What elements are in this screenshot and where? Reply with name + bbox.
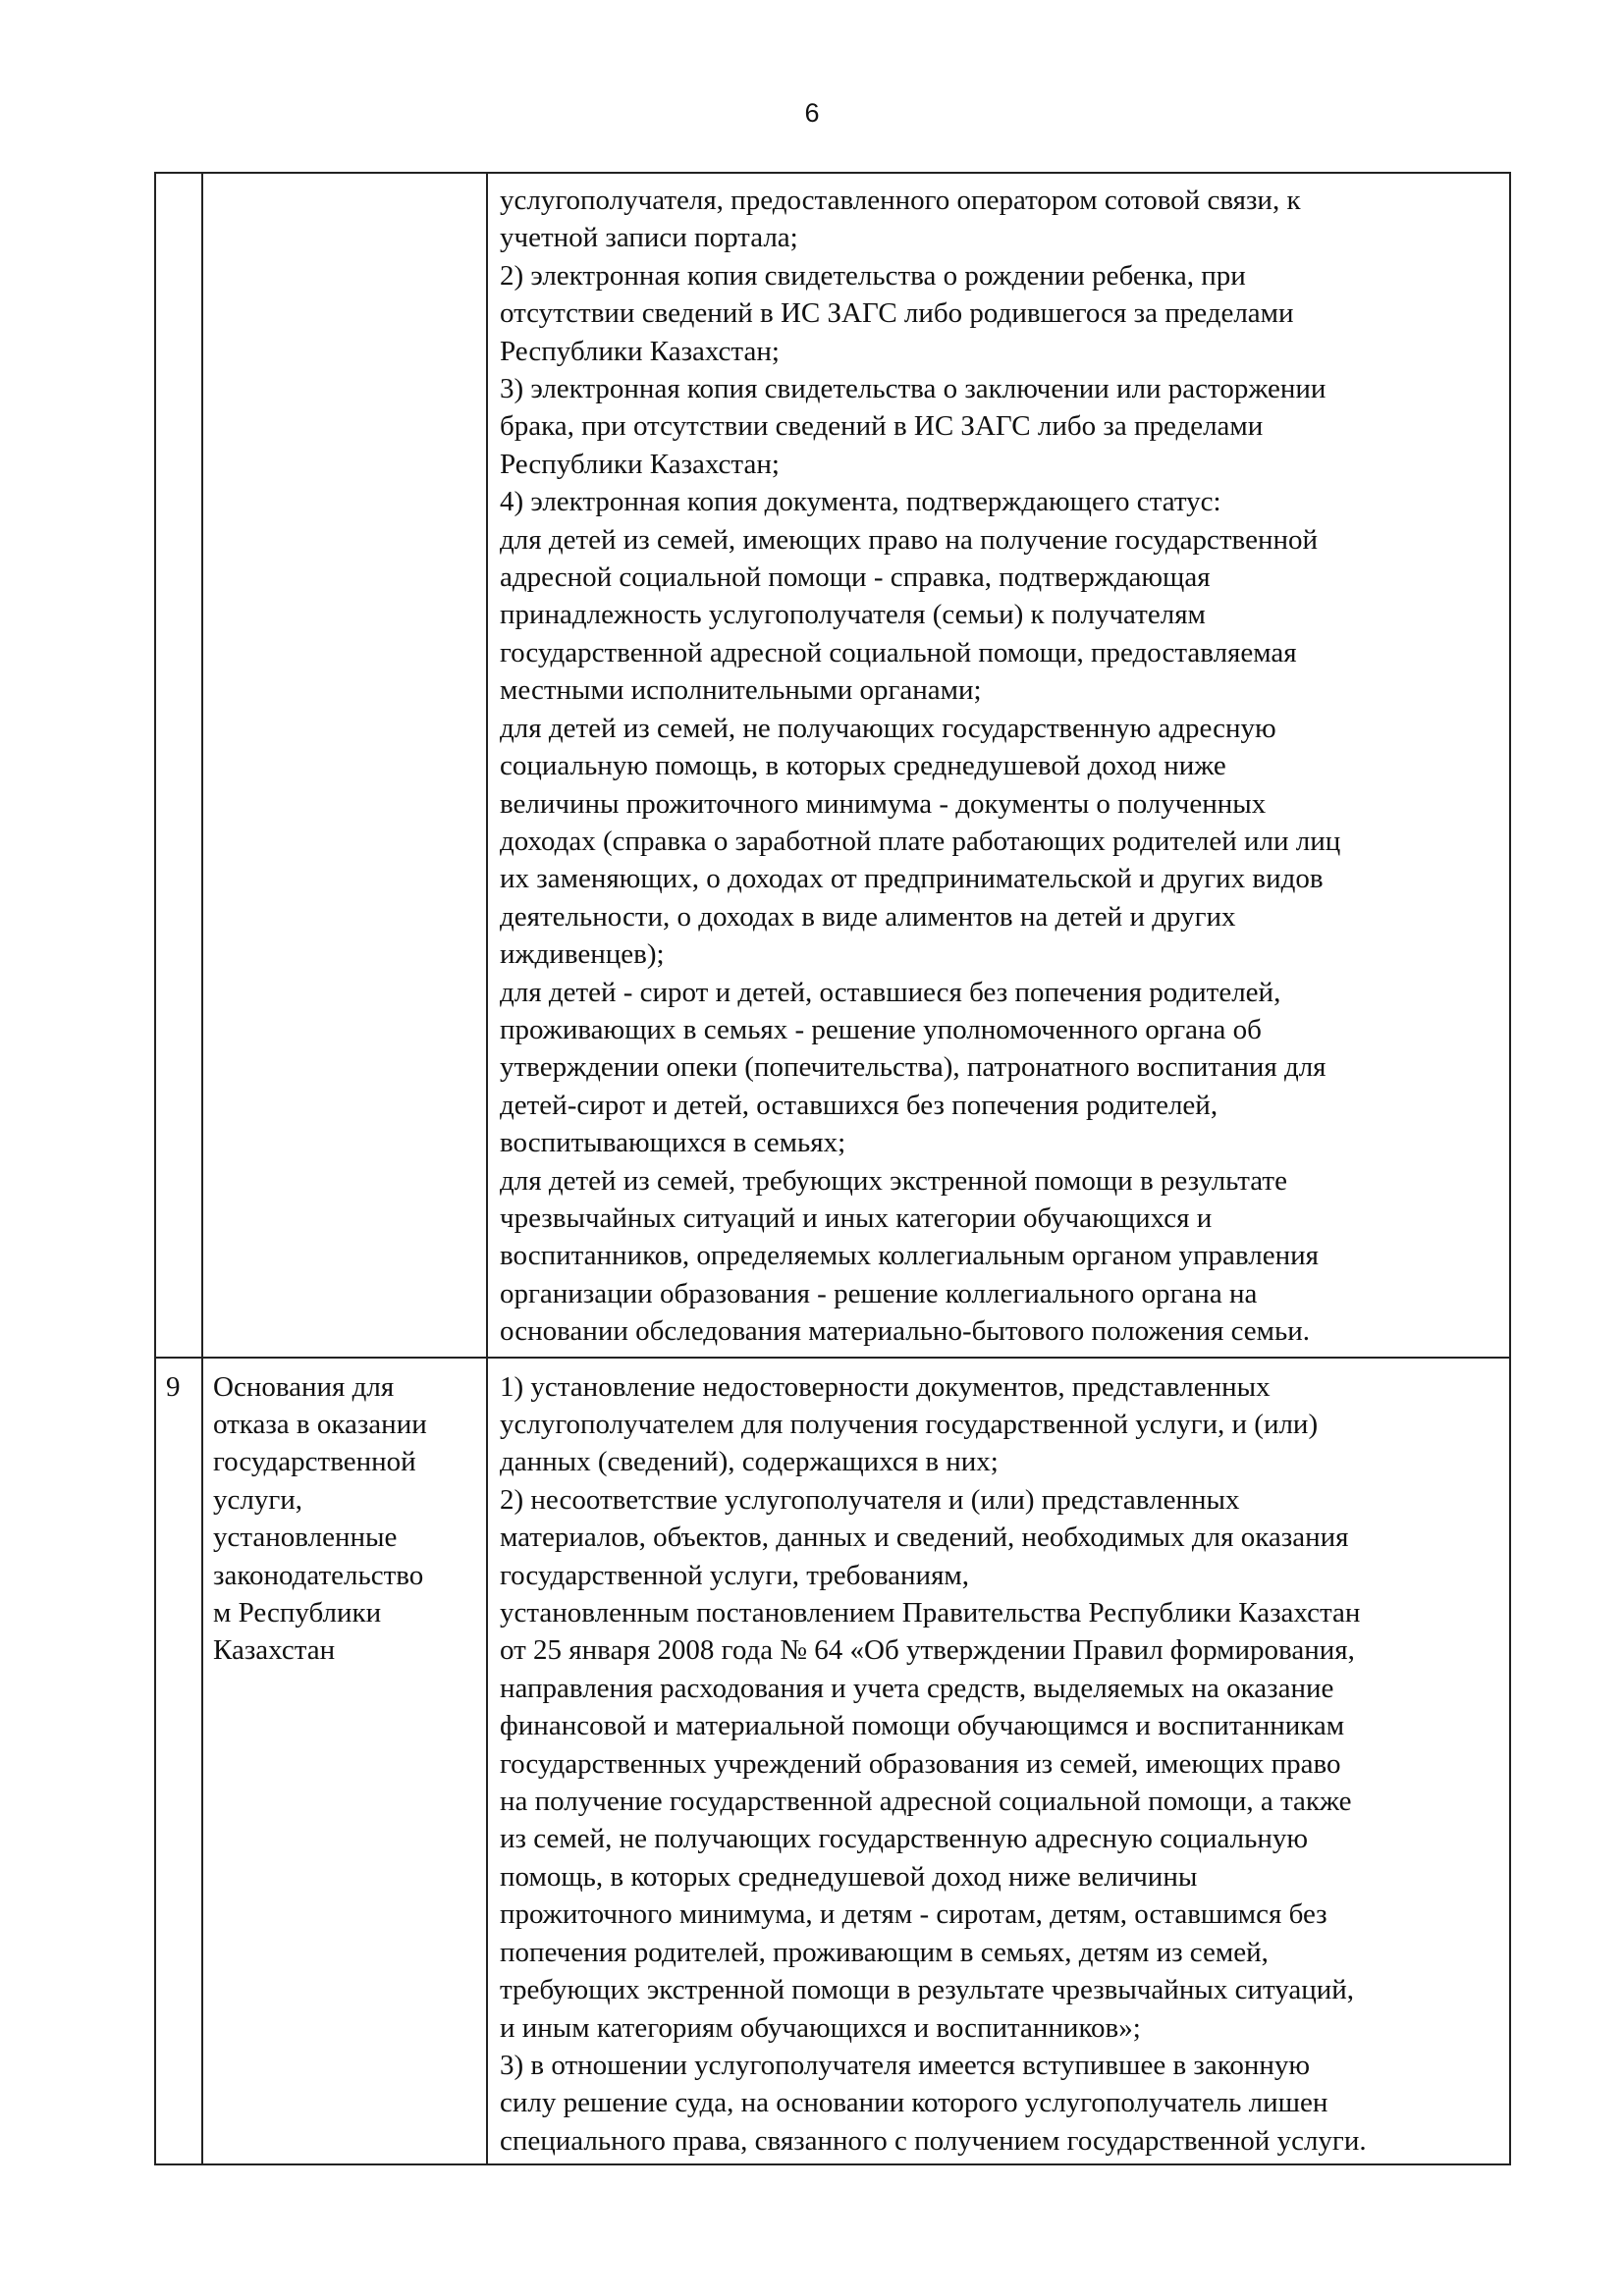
text-line: специального права, связанного с получением государственной услуги. (500, 2124, 1367, 2157)
page-number: 6 (804, 98, 820, 128)
text-line: 3) электронная копия свидетельства о заключении или расторжении (500, 373, 1326, 405)
text-line: 4) электронная копия документа, подтверждающего статус: (500, 486, 1221, 518)
text-line: отказа в оказании (213, 1409, 427, 1440)
text-line: материалов, объектов, данных и сведений, необходимых для оказания (500, 1522, 1349, 1554)
text-line: детей-сирот и детей, оставшихся без попечения родителей, (500, 1089, 1218, 1121)
text-line: их заменяющих, о доходах от предпринимательской и других видов (500, 863, 1324, 895)
text-line: 1) установление недостоверности документов, представленных (500, 1370, 1271, 1403)
text-line: деятельности, о доходах в виде алиментов на детей и других (500, 900, 1236, 933)
row-number-cell (156, 174, 203, 1357)
text-line: брака, при отсутствии сведений в ИС ЗАГС либо за пределами (500, 410, 1264, 443)
text-line: от 25 января 2008 года № 64 «Об утверждении Правил формирования, (500, 1634, 1355, 1667)
text-line: на получение государственной адресной социальной помощи, а также (500, 1786, 1352, 1818)
row-content-cell (488, 174, 1509, 1357)
text-line: требующих экстренной помощи в результате чрезвычайных ситуаций, (500, 1974, 1355, 2006)
text-line: государственной услуги, требованиям, (500, 1559, 970, 1591)
text-line: учетной записи портала; (500, 222, 798, 254)
text-line: силу решение суда, на основании которого услугополучатель лишен (500, 2087, 1328, 2119)
text-line: законодательство (213, 1559, 424, 1591)
text-line: государственной (213, 1446, 416, 1478)
text-line: адресной социальной помощи - справка, подтверждающая (500, 561, 1211, 594)
table-row-continuation (156, 174, 1509, 1357)
text-line: социальную помощь, в которых среднедушевой доход ниже (500, 750, 1226, 782)
text-line: для детей - сирот и детей, оставшиеся без попечения родителей, (500, 976, 1281, 1008)
service-standard-table (154, 172, 1511, 2165)
text-line: государственной адресной социальной помощи, предоставляемая (500, 636, 1297, 668)
text-line: 2) несоответствие услугополучателя и (или) представленных (500, 1483, 1240, 1516)
text-line: помощь, в которых среднедушевой доход ниже величины (500, 1860, 1198, 1893)
text-line: проживающих в семьях - решение уполномоченного органа об (500, 1013, 1262, 1045)
text-line: установленные (213, 1522, 398, 1554)
text-line: из семей, не получающих государственную адресную социальную (500, 1823, 1309, 1855)
text-line: основании обследования материально-бытового положения семьи. (500, 1315, 1311, 1348)
row-title-cell (203, 174, 488, 1357)
text-line: воспитанников, определяемых коллегиальным органом управления (500, 1240, 1319, 1272)
text-line: отсутствии сведений в ИС ЗАГС либо родившегося за пределами (500, 297, 1294, 330)
text-line: услугополучателем для получения государственной услуги, и (или) (500, 1409, 1319, 1440)
text-line: 2) электронная копия свидетельства о рождении ребенка, при (500, 259, 1246, 292)
text-line: услуги, (213, 1483, 303, 1516)
text-line: финансовой и материальной помощи обучающимся и воспитанникам (500, 1710, 1345, 1742)
text-line: утверждении опеки (попечительства), патронатного воспитания для (500, 1051, 1326, 1084)
text-line: Казахстан (213, 1634, 336, 1667)
text-line: для детей из семей, не получающих государственную адресную (500, 712, 1276, 744)
text-line: 3) в отношении услугополучателя имеется вступившее в законную (500, 2049, 1311, 2081)
table-row-9 (156, 1357, 1509, 2164)
text-line: попечения родителей, проживающим в семьях, детям из семей, (500, 1936, 1269, 1968)
text-line: Основания для (213, 1370, 395, 1403)
text-line: Республики Казахстан; (500, 335, 780, 367)
text-line: местными исполнительными органами; (500, 674, 982, 707)
text-line: для детей из семей, имеющих право на получение государственной (500, 523, 1319, 556)
text-line: услугополучателя, предоставленного оператором сотовой связи, к (500, 185, 1301, 216)
text-line: организации образования - решение коллегиального органа на (500, 1277, 1258, 1309)
text-line: величины прожиточного минимума - документы о полученных (500, 787, 1267, 820)
text-line: для детей из семей, требующих экстренной помощи в результате (500, 1164, 1287, 1197)
text-line: установленным постановлением Правительства Республики Казахстан (500, 1597, 1361, 1629)
text-line: государственных учреждений образования из семей, имеющих право (500, 1747, 1341, 1780)
text-line: прожиточного минимума, и детям - сиротам, детям, оставшимся без (500, 1898, 1327, 1931)
row-title-cell (203, 1359, 488, 2164)
text-line: направления расходования и учета средств, выделяемых на оказание (500, 1672, 1334, 1704)
text-line: данных (сведений), содержащихся в них; (500, 1446, 999, 1478)
text-line: принадлежность услугополучателя (семьи) к получателям (500, 599, 1206, 631)
row-number-cell: 9 (156, 1359, 203, 2164)
text-line: доходах (справка о заработной плате работающих родителей или лиц (500, 825, 1341, 857)
text-line: чрезвычайных ситуаций и иных категории обучающихся и (500, 1201, 1213, 1234)
text-line: и иным категориям обучающихся и воспитанников»; (500, 2011, 1141, 2044)
row-content-cell (488, 1359, 1509, 2164)
text-line: воспитывающихся в семьях; (500, 1127, 846, 1159)
text-line: м Республики (213, 1597, 382, 1629)
text-line: Республики Казахстан; (500, 448, 780, 480)
text-line: иждивенцев); (500, 938, 665, 971)
